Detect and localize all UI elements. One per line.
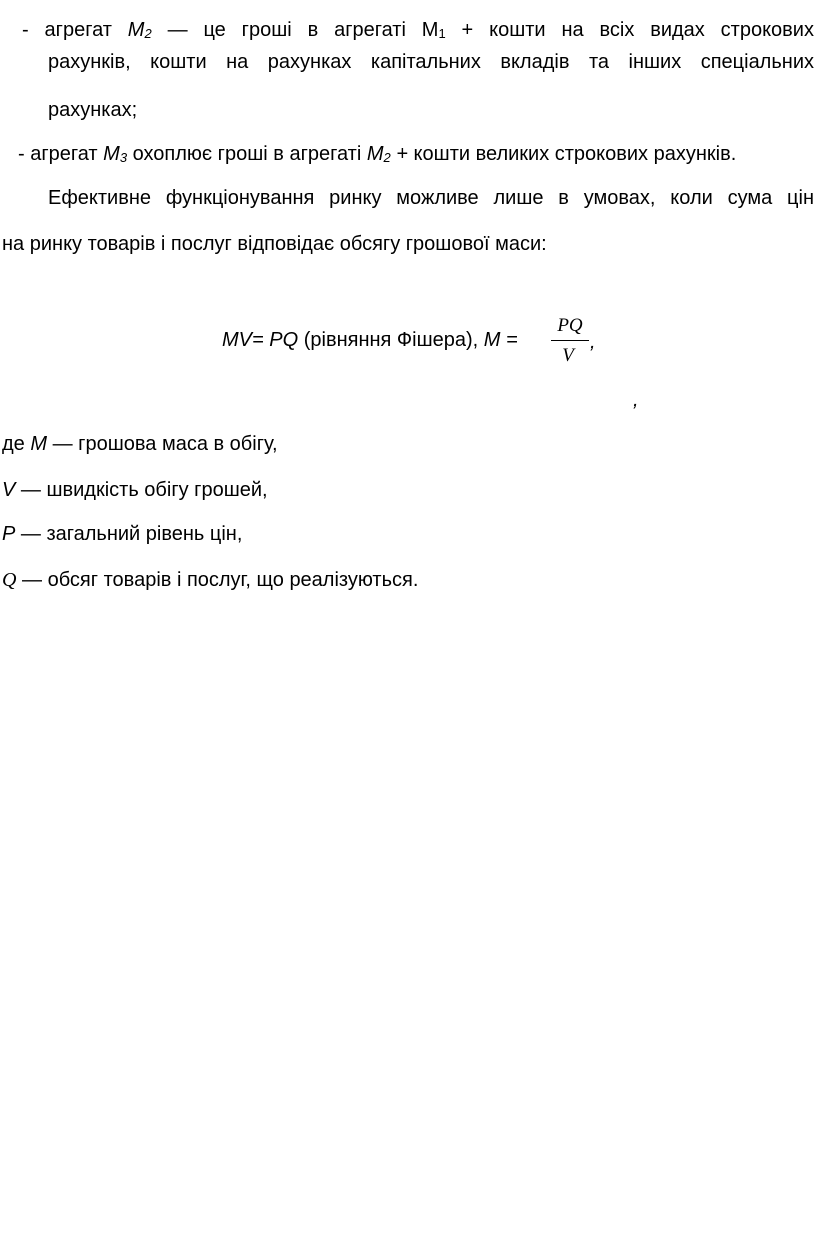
stray-comma: , bbox=[633, 389, 639, 411]
fraction-bar bbox=[551, 340, 589, 341]
definition-symbol: Q bbox=[2, 569, 17, 591]
definition-symbol: P bbox=[2, 523, 16, 545]
fraction-numerator: PQ bbox=[557, 315, 583, 336]
definition-symbol: M bbox=[30, 433, 48, 455]
list-item-m3: - агрегат M3 охоплює гроші в агрегаті M2 + кошти великих строкових рахунків. bbox=[18, 143, 737, 165]
formula-lhs: MV= bbox=[222, 329, 264, 351]
list-item-m2-line-1 bbox=[22, 16, 814, 48]
definition-v: V — швидкість обігу грошей, bbox=[2, 479, 268, 501]
definition-symbol: V bbox=[2, 479, 16, 501]
aggregate-m2-symbol-ref: M2 bbox=[366, 143, 391, 165]
definition-p: P — загальний рівень цін, bbox=[2, 523, 243, 545]
definition-q: Q — обсяг товарів і послуг, що реалізуються. bbox=[2, 569, 419, 591]
formula-note: (рівняння Фішера), bbox=[303, 329, 479, 351]
list-prefix: агрегат bbox=[44, 19, 112, 41]
fraction-denominator: V bbox=[562, 345, 574, 366]
fisher-equation bbox=[222, 326, 518, 354]
m2-definition-text: — це гроші в агрегаті М1 bbox=[167, 19, 446, 41]
paragraph-line-2: на ринку товарів і послуг відповідає обсягу грошової маси: bbox=[2, 233, 547, 255]
list-item-m2-line-3: рахунках; bbox=[48, 99, 138, 121]
definition-m: де M — грошова маса в обігу, bbox=[2, 433, 278, 455]
list-dash: - bbox=[22, 19, 29, 41]
aggregate-m2-symbol: M2 bbox=[127, 19, 152, 41]
m2-definition-text-cont: + кошти на всіх видах строкових bbox=[461, 19, 814, 41]
aggregate-m3-symbol: M3 bbox=[103, 143, 128, 165]
formula-m-eq: M = bbox=[483, 329, 518, 351]
paragraph-line-1: Ефективне функціонування ринку можливе лише в умовах, коли сума цін bbox=[48, 187, 814, 209]
list-item-m2-line-2: рахунків, кошти на рахунках капітальних вкладів та інших спеціальних bbox=[48, 51, 814, 73]
formula-pq: PQ bbox=[269, 329, 299, 351]
formula-comma: , bbox=[590, 331, 596, 353]
